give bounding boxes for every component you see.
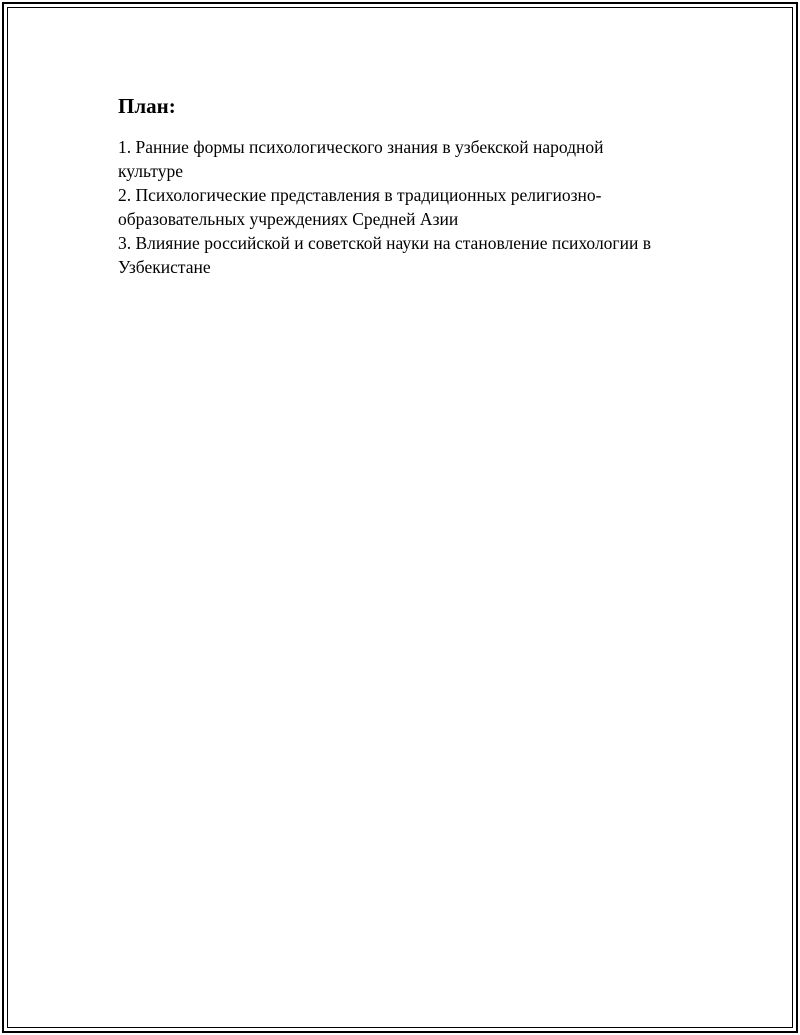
document-content	[118, 93, 698, 279]
plan-item-3-line-2: Узбекистане	[118, 257, 211, 277]
plan-item-2-line-2: образовательных учреждениях Средней Азии	[118, 209, 459, 229]
plan-item-1	[118, 135, 698, 183]
plan-item-2-line-1: 2. Психологические представления в традиционных религиозно-	[118, 185, 602, 205]
plan-item-1-line-2: культуре	[118, 161, 183, 181]
plan-item-3-line-1: 3. Влияние российской и советской науки на становление психологии в	[118, 233, 651, 253]
plan-item-1-line-1: 1. Ранние формы психологического знания в узбекской народной	[118, 137, 604, 157]
plan-item-2	[118, 183, 698, 231]
plan-list	[118, 135, 698, 279]
plan-item-3	[118, 231, 698, 279]
plan-heading: План:	[118, 94, 176, 118]
